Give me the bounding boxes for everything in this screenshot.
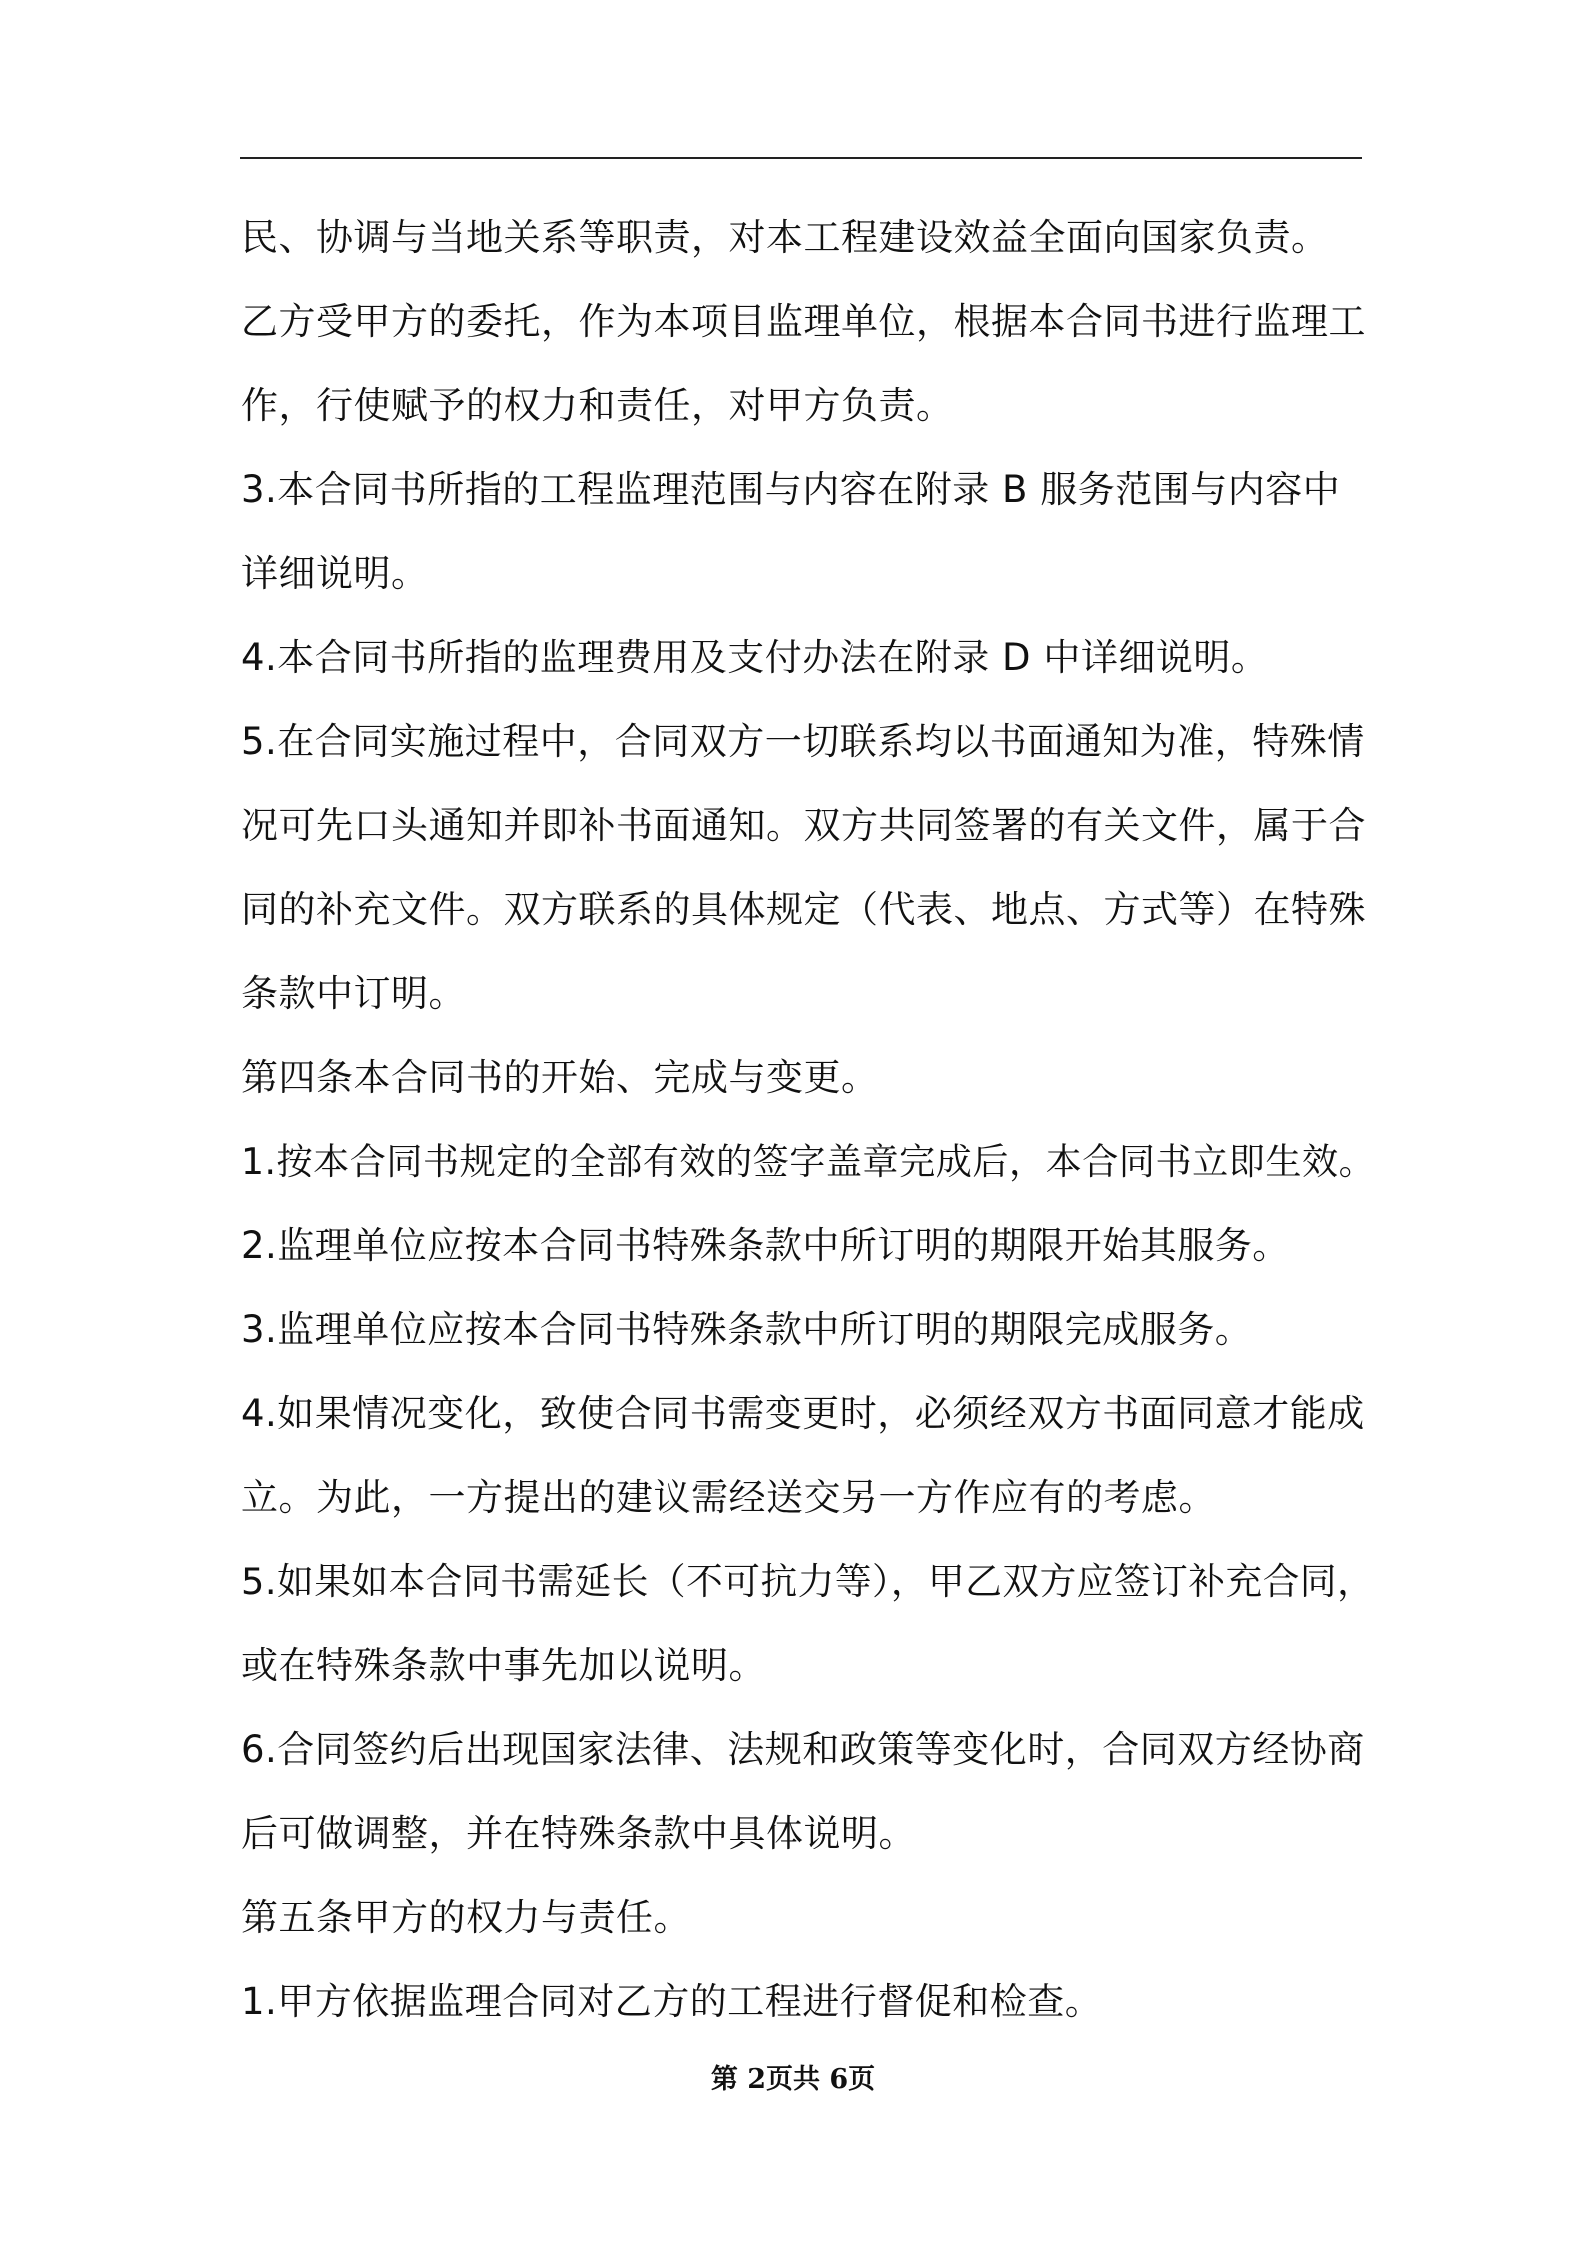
text-line: 条款中订明。: [241, 972, 466, 1015]
text-line: 4.如果情况变化，致使合同书需变更时，必须经双方书面同意才能成: [241, 1392, 1365, 1435]
text-line: 乙方受甲方的委托，作为本项目监理单位，根据本合同书进行监理工: [241, 300, 1366, 343]
header-rule: [240, 157, 1362, 159]
text-line: 1.甲方依据监理合同对乙方的工程进行督促和检查。: [241, 1980, 1103, 2023]
text-line: 4.本合同书所指的监理费用及支付办法在附录 D 中详细说明。: [241, 636, 1269, 679]
page-footer: 第 2页共 6页: [710, 2064, 876, 2095]
text-line: 5.如果如本合同书需延长（不可抗力等），甲乙双方应签订补充合同，: [241, 1560, 1375, 1603]
text-line: 5.在合同实施过程中，合同双方一切联系均以书面通知为准，特殊情: [241, 720, 1365, 763]
text-line: 2.监理单位应按本合同书特殊条款中所订明的期限开始其服务。: [241, 1224, 1290, 1267]
text-line: 立。为此，一方提出的建议需经送交另一方作应有的考虑。: [241, 1476, 1216, 1519]
section-heading: 第五条甲方的权力与责任。: [241, 1896, 691, 1939]
text-line: 同的补充文件。双方联系的具体规定（代表、地点、方式等）在特殊: [241, 888, 1366, 931]
text-line: 后可做调整，并在特殊条款中具体说明。: [241, 1812, 916, 1855]
text-line: 详细说明。: [241, 552, 429, 595]
text-line: 1.按本合同书规定的全部有效的签字盖章完成后，本合同书立即生效。: [241, 1140, 1376, 1183]
text-line: 3.监理单位应按本合同书特殊条款中所订明的期限完成服务。: [241, 1308, 1253, 1351]
section-heading: 第四条本合同书的开始、完成与变更。: [241, 1056, 879, 1099]
text-line: 作，行使赋予的权力和责任，对甲方负责。: [241, 384, 954, 427]
text-line: 或在特殊条款中事先加以说明。: [241, 1644, 766, 1687]
text-line: 3.本合同书所指的工程监理范围与内容在附录 B 服务范围与内容中: [241, 468, 1341, 511]
document-body: [241, 196, 1381, 2044]
text-line: 况可先口头通知并即补书面通知。双方共同签署的有关文件，属于合: [241, 804, 1366, 847]
text-line: 民、协调与当地关系等职责，对本工程建设效益全面向国家负责。: [241, 216, 1329, 259]
text-line: 6.合同签约后出现国家法律、法规和政策等变化时，合同双方经协商: [241, 1728, 1365, 1771]
